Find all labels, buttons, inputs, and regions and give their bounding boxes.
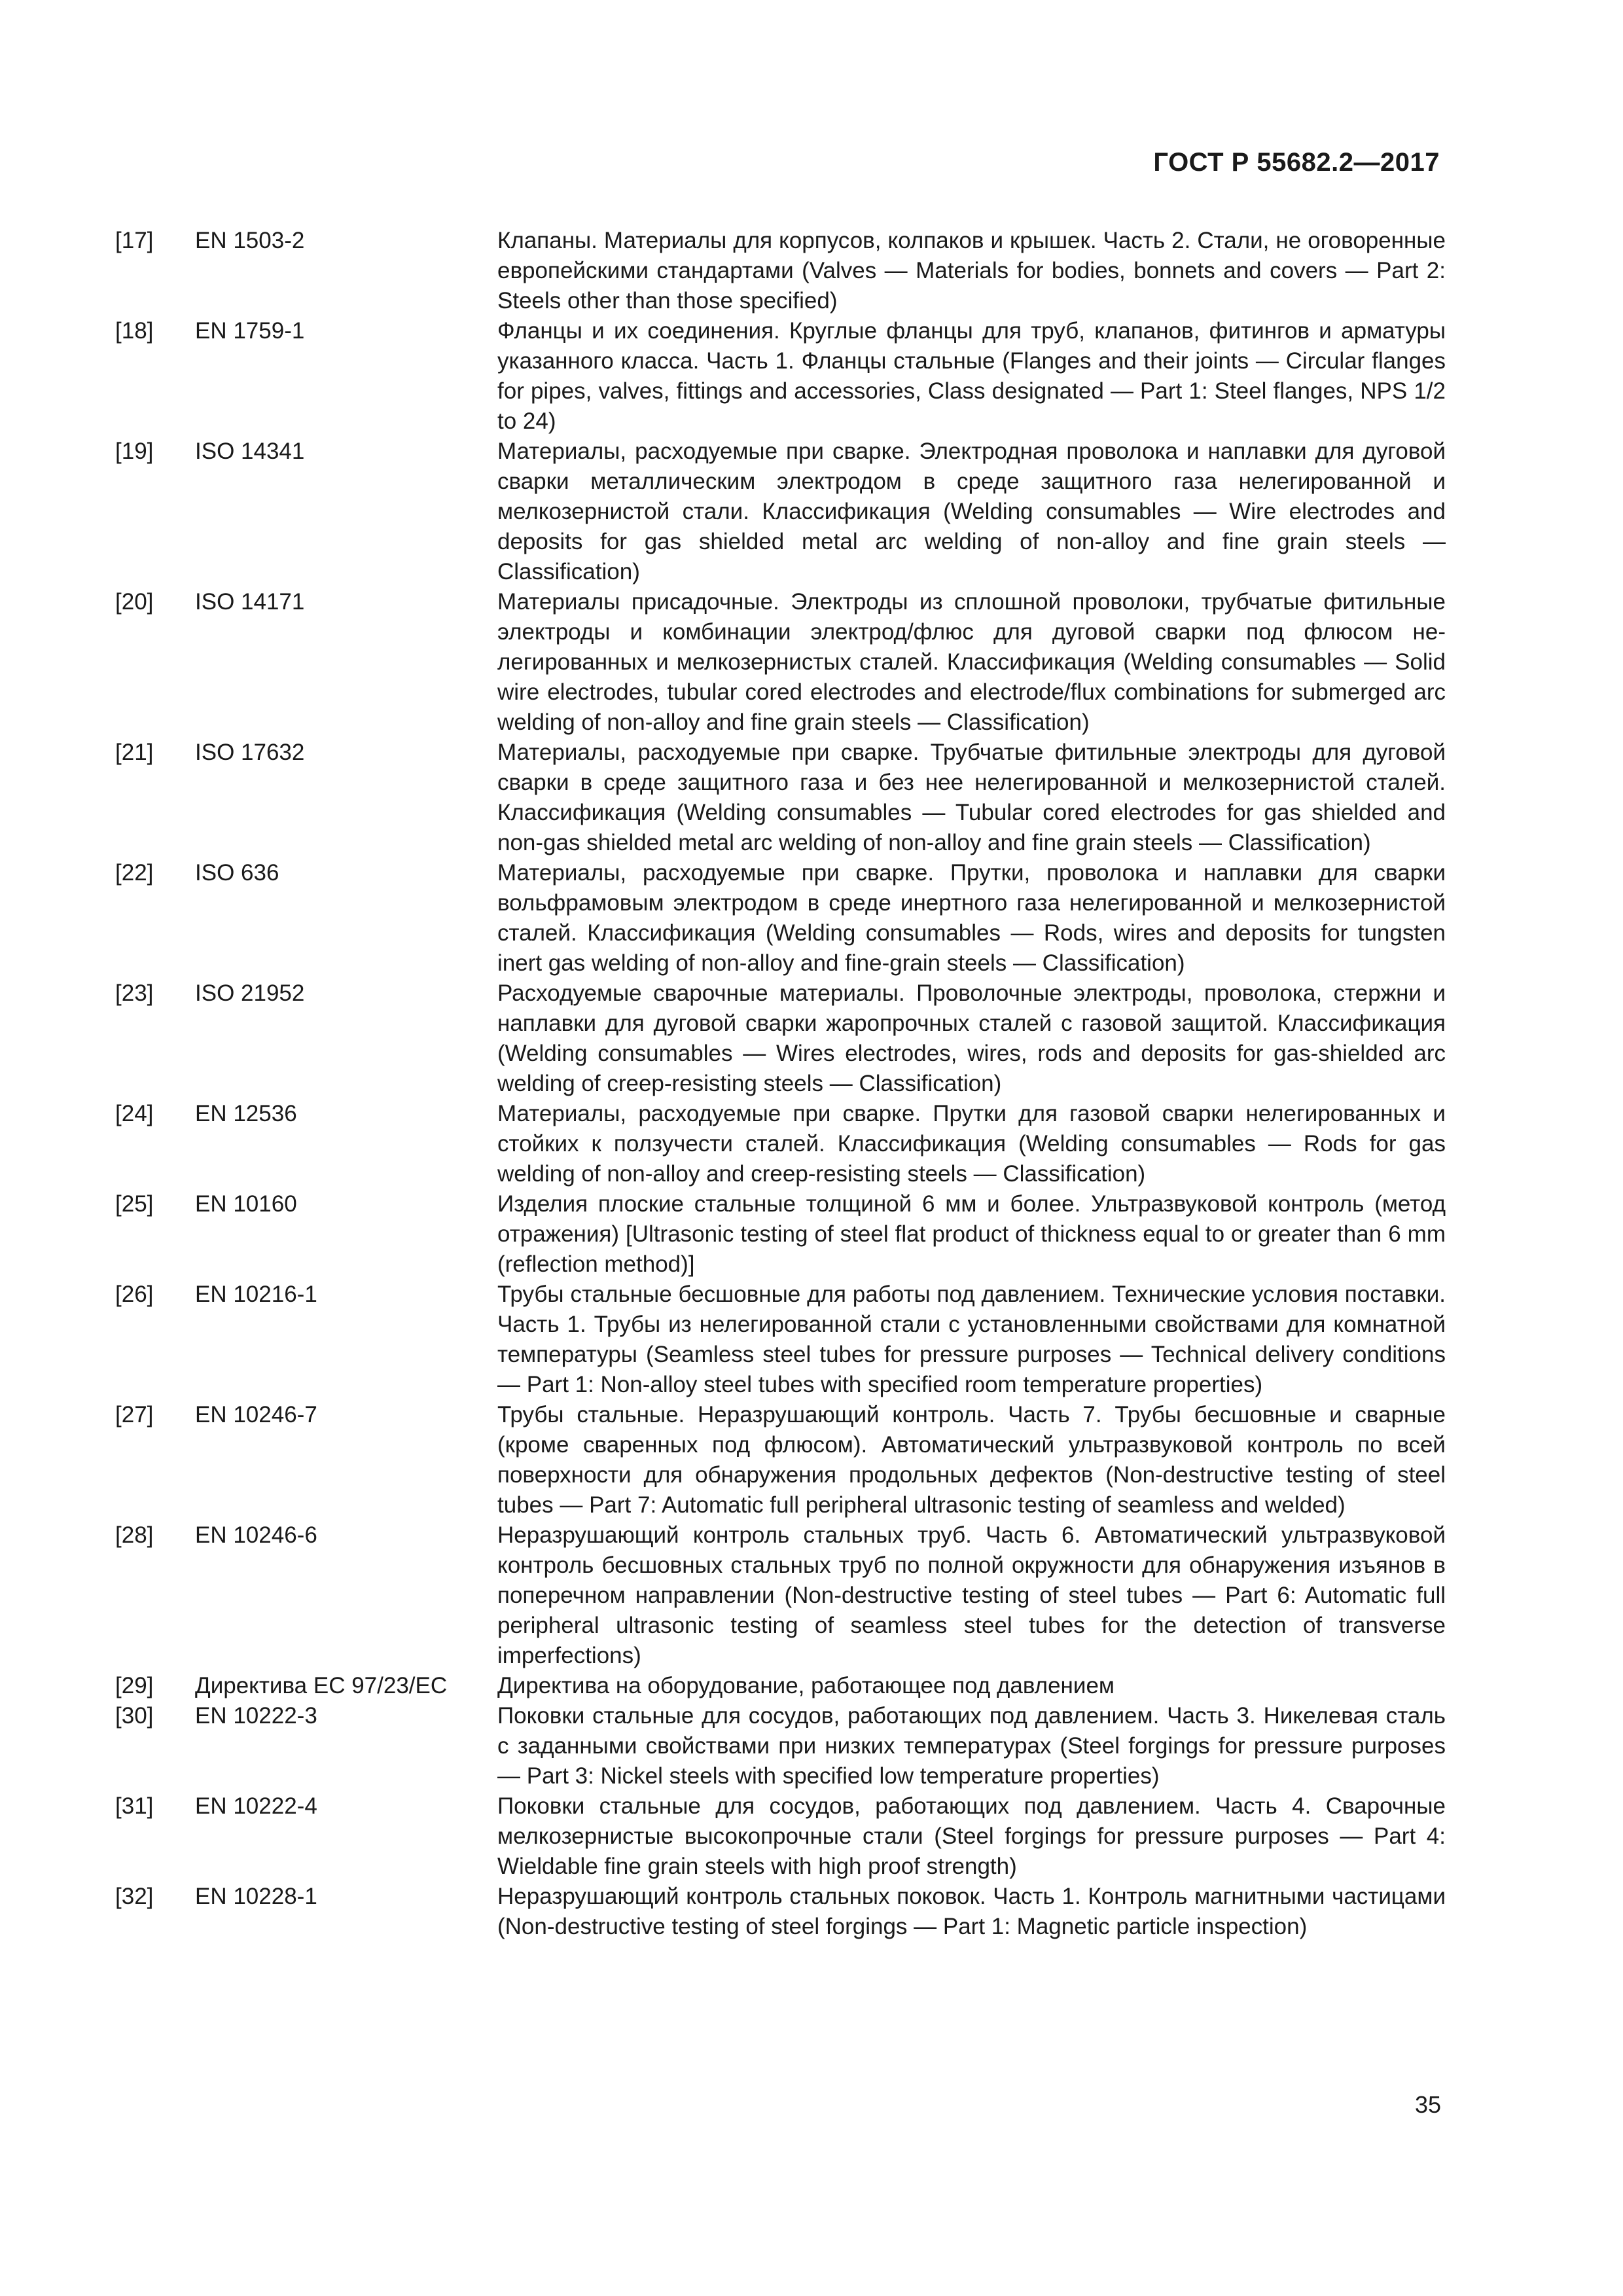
reference-code: ISO 14171 — [195, 589, 305, 615]
reference-code: EN 10228-1 — [195, 1884, 317, 1909]
reference-number: [29] — [115, 1673, 154, 1698]
reference-title: Директива на оборудование, работающее под давлением — [497, 1673, 1115, 1698]
reference-code: Директива ЕС 97/23/ЕС — [195, 1673, 448, 1698]
standard-designation: ГОСТ Р 55682.2—2017 — [1153, 148, 1440, 177]
reference-entry — [115, 1882, 1446, 1942]
reference-entry — [115, 1671, 1446, 1701]
reference-title: Клапаны. Материалы для корпусов, колпаков и крышек. Часть 2. Стали, не оговоренные европейскими стандартами (Valves — Materials for bodies, bonnets and covers — Part 2: Steels other than those specified) — [497, 228, 1446, 314]
reference-number: [20] — [115, 589, 154, 615]
reference-entry — [115, 1099, 1446, 1189]
reference-entry — [115, 1189, 1446, 1280]
reference-number: [22] — [115, 860, 154, 886]
reference-entry — [115, 437, 1446, 587]
reference-number: [19] — [115, 439, 154, 464]
reference-code: EN 10222-4 — [195, 1793, 317, 1819]
reference-title: Поковки стальные для сосудов, работающих под давлением. Часть 4. Сварочные мелкозернистые высокопрочные стали (Steel forgings for pressure purposes — Part 4: Wieldable fine grain steels with high proof strength) — [497, 1793, 1446, 1879]
reference-code: EN 12536 — [195, 1101, 297, 1126]
reference-code: EN 10222-3 — [195, 1703, 317, 1729]
page-number: 35 — [1414, 2091, 1441, 2118]
reference-entry — [115, 1280, 1446, 1400]
bibliography-list — [115, 226, 1446, 1942]
reference-number: [31] — [115, 1793, 154, 1819]
reference-code: EN 10246-7 — [195, 1402, 317, 1427]
reference-code: EN 1503-2 — [195, 228, 305, 253]
reference-title: Расходуемые сварочные материалы. Проволочные электроды, проволока, стержни и наплавки для дуговой сварки жаропрочных сталей с газовой защитой. Классификация (Welding consumables — Wires electrodes, wires, rods and deposits for gas-shielded arc welding of creep-resisting steels — Classification) — [497, 980, 1446, 1096]
reference-title: Материалы присадочные. Электроды из сплошной проволоки, трубчатые фитильные электроды и комбинации электрод/флюс для дуговой сварки под флюсом нелегированных и мелкозернистых сталей. Классификация (Welding consumables — Solid wire electrodes, tubular cored electrodes and electrode/flux combinations for submerged arc welding of non-alloy and fine grain steels — Classification) — [497, 589, 1446, 735]
reference-entry — [115, 226, 1446, 316]
reference-code: EN 1759-1 — [195, 318, 305, 344]
reference-entry — [115, 1400, 1446, 1520]
reference-title: Материалы, расходуемые при сварке. Прутки для газовой сварки нелегированных и стойких к ползучести сталей. Классификация (Welding consumables — Rods for gas welding of non-alloy and creep-resisting steels — Classification) — [497, 1101, 1446, 1187]
reference-title: Неразрушающий контроль стальных труб. Часть 6. Автоматический ультразвуковой контроль бесшовных стальных труб по полной окружности для обнаружения изъянов в поперечном направлении (Non-destructive testing of steel tubes — Part 6: Automatic full peripheral ultrasonic testing of seamless steel tubes for the detection of transverse imperfections) — [497, 1522, 1446, 1668]
reference-entry — [115, 1520, 1446, 1671]
reference-title: Материалы, расходуемые при сварке. Трубчатые фитильные электроды для дуговой сварки в среде защитного газа и без нее нелегированной и мелкозернистой сталей. Классификация (Welding consumables — Tubular cored electrodes for gas shielded and non-gas shielded metal arc welding of non-alloy and fine grain steels — Classification) — [497, 740, 1446, 855]
reference-number: [32] — [115, 1884, 154, 1909]
reference-title: Неразрушающий контроль стальных поковок. Часть 1. Контроль магнитными частицами (Non-destructive testing of steel forgings — Part 1: Magnetic particle inspection) — [497, 1884, 1446, 1939]
reference-number: [28] — [115, 1522, 154, 1548]
reference-title: Поковки стальные для сосудов, работающих под давлением. Часть 3. Никелевая сталь с заданными свойствами при низких температурах (Steel forgings for pressure purposes — Part 3: Nickel steels with specified low temperature properties) — [497, 1703, 1446, 1789]
reference-number: [23] — [115, 980, 154, 1006]
reference-entry — [115, 738, 1446, 858]
reference-number: [27] — [115, 1402, 154, 1427]
reference-code: ISO 636 — [195, 860, 279, 886]
reference-title: Трубы стальные бесшовные для работы под давлением. Технические условия поставки. Часть 1. Трубы из нелегированной стали с установленными свойствами для комнатной температуры (Seamless steel tubes for pressure purposes — Technical delivery conditions — Part 1: Non-alloy steel tubes with specified room temperature properties) — [497, 1282, 1446, 1397]
reference-title: Трубы стальные. Неразрушающий контроль. Часть 7. Трубы бесшовные и сварные (кроме сваренных под флюсом). Автоматический ультразвуковой контроль по всей поверхности для обнаружения продольных дефектов (Non-destructive testing of steel tubes — Part 7: Automatic full peripheral ultrasonic testing of seamless and welded) — [497, 1402, 1446, 1518]
reference-number: [25] — [115, 1191, 154, 1217]
reference-entry — [115, 858, 1446, 978]
reference-code: EN 10160 — [195, 1191, 297, 1217]
document-header — [1153, 148, 1440, 177]
reference-title: Материалы, расходуемые при сварке. Прутки, проволока и наплавки для сварки вольфрамовым электродом в среде инертного газа нелегированной и мелкозернистой сталей. Классификация (Welding consumables — Rods, wires and deposits for tungsten inert gas welding of non-alloy and fine-grain steels — Classification) — [497, 860, 1446, 976]
reference-entry — [115, 978, 1446, 1099]
reference-title: Фланцы и их соединения. Круглые фланцы для труб, клапанов, фитингов и арматуры указанного класса. Часть 1. Фланцы стальные (Flanges and their joints — Circular flanges for pipes, valves, fittings and accessories, Class designated — Part 1: Steel flanges, NPS 1/2 to 24) — [497, 318, 1446, 434]
reference-number: [24] — [115, 1101, 154, 1126]
reference-entry — [115, 1701, 1446, 1791]
reference-code: ISO 14341 — [195, 439, 305, 464]
reference-number: [17] — [115, 228, 154, 253]
reference-code: ISO 21952 — [195, 980, 305, 1006]
reference-entry — [115, 587, 1446, 738]
reference-title: Изделия плоские стальные толщиной 6 мм и более. Ультразвуковой контроль (метод отражения) [Ultrasonic testing of steel flat product of thickness equal to or greater than 6 mm (reflection method)] — [497, 1191, 1446, 1277]
reference-number: [26] — [115, 1282, 154, 1307]
reference-number: [21] — [115, 740, 154, 765]
reference-number: [30] — [115, 1703, 154, 1729]
reference-entry — [115, 1791, 1446, 1882]
reference-title: Материалы, расходуемые при сварке. Электродная проволока и наплавки для дуговой сварки металлическим электродом в среде защитного газа нелегированной и мелкозернистой стали. Классификация (Welding consumables — Wire electrodes and deposits for gas shielded metal arc welding of non-alloy and fine grain steels — Classification) — [497, 439, 1446, 584]
reference-entry — [115, 316, 1446, 437]
reference-code: EN 10216-1 — [195, 1282, 317, 1307]
reference-code: ISO 17632 — [195, 740, 305, 765]
reference-number: [18] — [115, 318, 154, 344]
reference-code: EN 10246-6 — [195, 1522, 317, 1548]
